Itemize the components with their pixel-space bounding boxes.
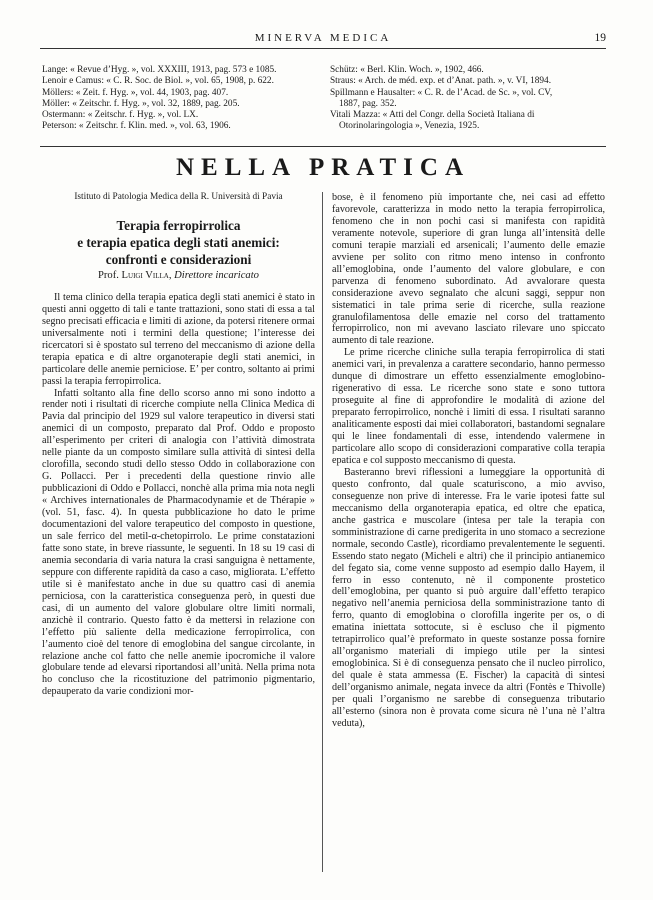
column-separator [322, 192, 323, 872]
section-divider [40, 146, 606, 147]
running-header [40, 30, 606, 49]
reference-text: Schütz: « Berl. Klin. Woch. », 1902, 466. [330, 65, 484, 75]
reference-continuation: 1887, pag. 352. [339, 98, 397, 109]
reference-item [330, 110, 610, 133]
institute-line: Istituto di Patologia Medica della R. Università di Pavia [74, 192, 283, 202]
references-left-column [42, 65, 317, 133]
article-right-column [332, 192, 605, 730]
reference-item: Möller: « Zeitschr. f. Hyg. », vol. 32, 1889, pag. 205. [42, 98, 240, 109]
article-title-line: e terapia epatica degli stati anemici: [77, 234, 280, 250]
references-right-column [330, 65, 610, 133]
reference-item: Lange: « Revue d’Hyg. », vol. XXXIII, 1913, pag. 573 e 1085. [42, 65, 277, 75]
body-paragraph: Basteranno brevi riflessioni a lumeggiare la opportunità di questo confronto, dal quale scaturiscono, a mio avviso, conseguenze non prive di interesse. Fra le varie ipotesi fatte sul meccanismo della organoterapia epatica, ed oltre che epatica, anche gastrica e muscolare (intesa per tale la terapia con somministrazione di carne predigerita in uno stomaco a secrezione normale, secondo Castle), ricordiamo prevalentemente le seguenti. Essendo stato negato (Micheli e altri) che il principio antianemico del fegato sia, come venne supposto ad esempio dallo Hayem, il ferro in esso contenuto, nè il componente prostetico dell’emoglobina, per quanto si può arguire dall’effetto terapico negativo nell’anemia perniciosa della somministrazione tanto di ferro, quanto di emoglobina o clorofilla ingerite per os, o di ematina iniettata sottocute, si è escluso che il pigmento tetrapirrolico qual’è preformato in queste sostanze possa fornire all’organismo materiali di impiego utile per la sintesi emoglobinica. Si è di conseguenza pensato che il nucleo pirrolico, del quale è stata ammessa (E. Fischer) la capacità di sintesi dell’organismo animale, negata invece da altri (Fontès e Thivolle) per quali l’organismo ne sarebbe di conseguenza tributario all’esterno (sinora non è provata come sicura nè l’una nè l’altra veduta), [332, 466, 605, 729]
reference-text: Vitali Mazza: « Atti del Congr. della Società Italiana di [330, 110, 535, 121]
journal-title: MINERVA MEDICA [254, 32, 392, 44]
reference-text: Straus: « Arch. de méd. exp. et d’Anat. path. », v. VI, 1894. [330, 76, 552, 87]
body-paragraph: Le prime ricerche cliniche sulla terapia ferropirrolica di stati anemici vari, in prevalenza a carattere secondario, hanno permesso dunque di dimostrare un effetto essenzialmente emoglobino-rigenerativo di essa. Le ricerche sono state e sono tuttora proseguite al fine di approfondire le modalità di azione del preparato ferropirrolico, nonchè i limiti di essa. I risultati saranno analiticamente esposti dai miei collaboratori, bastandomi segnalare qui le linee fondamentali di esse, intendendo valermene in particolare allo scopo di considerazioni comparative colla terapia epatica e col supposto meccanismo di questa. [332, 347, 605, 466]
reference-item [330, 65, 610, 76]
article-title [42, 217, 315, 268]
reference-item: Ostermann: « Zeitschr. f. Hyg. », vol. LX. [42, 110, 199, 121]
reference-item [330, 88, 610, 111]
article-title-line: confronti e considerazioni [105, 251, 252, 267]
article-title-line: Terapia ferropirrolica [116, 217, 241, 233]
reference-text: Spillmann e Hausalter: « C. R. de l’Acad. de Sc. », vol. CV, [330, 87, 553, 98]
reference-item: Lenoir e Camus: « C. R. Soc. de Biol. », vol. 65, 1908, p. 622. [42, 76, 274, 87]
author-line: Prof. Luigi Villa, Direttore incaricato [98, 269, 259, 281]
article-left-column [42, 192, 315, 698]
body-paragraph: Il tema clinico della terapia epatica degli stati anemici è stato in questi anni oggetto di tali e tante trattazioni, sono stati di essa a tal segno precisati efficacia e limiti di azione, da potersi ritenere ormai universalmente noti i termini della questione; l’interesse dei ricercatori si è spostato sul terreno del meccanismo di azione della terapia epatica e di altre organoterapie degli stati anemici, in particolare delle anemie perniciose. E’ per contro, soltanto ai primi passi la terapia ferropirrolica. [42, 291, 315, 387]
body-paragraph: bose, è il fenomeno più importante che, nei casi ad effetto favorevole, caratterizza in modo netto la terapia ferropirrolica, fenomeno che in non pochi casi si manifesta con rapidità veramente notevole, superiore di gran lunga all’intensità delle comuni terapie marziali ed arsenicali; l’aumento delle emazie avviene per solito con ritmo meno intenso in confronto all’emoglobina, onde l’aumento del valore globulare, e con parvenza di fenomeno subordinato. Ad avvalorare questa considerazione avevo segnalato che alcuni saggi, seppur non sistematici in tale prima serie di ricerche, sulla reazione granulofilamentosa delle emazie nel corso del trattamento ferropirrolico, non mi avevano lasciato rilevare uno spiccato aumento di tale reazione. [332, 192, 605, 347]
reference-continuation: Otorinolaringologia », Venezia, 1925. [339, 121, 480, 132]
body-paragraph: Infatti soltanto alla fine dello scorso anno mi sono indotto a render noti i risultati di ricerche compiute nella Clinica Medica di Pavia dal principio del 1929 sul valore terapeutico in diversi stati anemici di un composto, preparato dal Prof. Oddo e proposto all’esperimento per criteri di analogia con l’attività dimostrata nelle piante da un composto similare sulla attività di sintesi della clorofilla, secondo studi dello stesso Oddo in collaborazione con G. Pollacci. Per i precedenti della questione rinvio alle pubblicazioni di Oddo e Pollacci, nonchè alla prima mia nota negli « Archives internationales de Pharmacodynamie et de Thérapie » (vol. 51, fasc. 4). In questa pubblicazione ho dato le prime documentazioni del valore terapeutico del composto in questione, un sale ferrico del metil-α-chetopirrolo. Le prime constatazioni fatte sono state, in breve riassunte, le seguenti. In 18 su 19 casi di anemia secondaria di varia natura la crasi sanguigna è nettamente, seppure con differente rapidità da caso a caso, migliorata. L’effetto utile si è manifestato anche in due su quattro casi di anemia perniciosa, con la caratteristica conseguenza però, in questi due casi, di un aumento del valore globulare oltre limiti normali, anzichè il contrario. Questo fatto è da mettersi in relazione con l’effetto più saliente della medicazione ferropirrolica, con l’aumento cioè del tenore di emoglobina del sangue circolante, in relazione anche col fatto che nelle anemie ipocromiche il valore globulare tende ad elevarsi riportandosi all’unità. Nella prima nota ho concluso che la ricostituzione del patrimonio pigmentario, depauperato da varie condizioni mor- [42, 387, 315, 698]
author-name: Luigi Villa [121, 269, 169, 281]
reference-item: Möllers: « Zeit. f. Hyg. », vol. 44, 1903, pag. 407. [42, 87, 229, 98]
page-number: 19 [594, 32, 606, 44]
section-title: NELLA PRATICA [175, 154, 471, 181]
author-prefix: Prof. [98, 269, 122, 281]
reference-item [330, 76, 610, 87]
reference-item: Peterson: « Zeitschr. f. Klin. med. », vol. 63, 1906. [42, 121, 231, 132]
author-role: Direttore incaricato [174, 269, 259, 281]
